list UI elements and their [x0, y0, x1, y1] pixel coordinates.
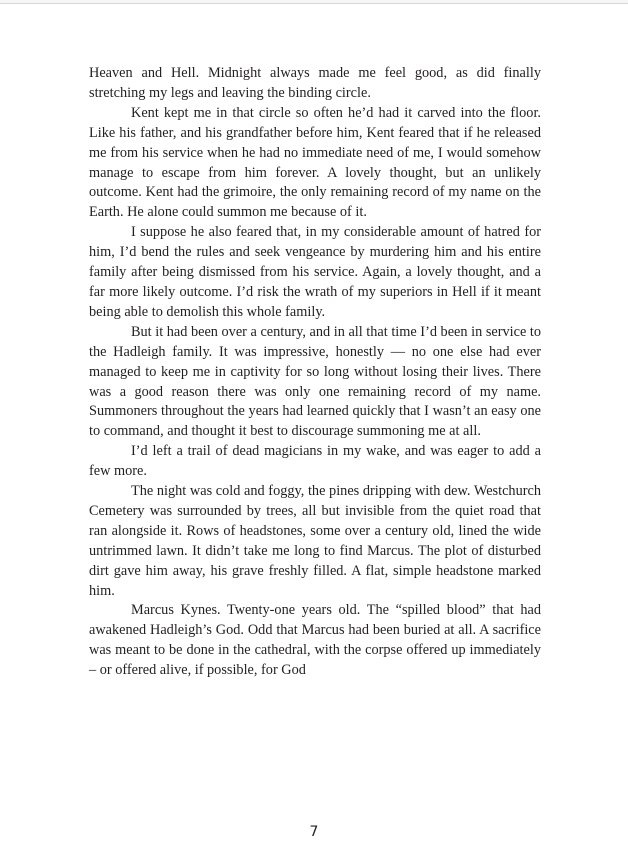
paragraph: Marcus Kynes. Twenty-one years old. The “spilled blood” that had awakened Hadleigh’s God. Odd that Marcus had been buried at all. A sacrifice was meant to be done in the cathedral, with the corpse offered up immediately – or offered alive, if possible, for God [89, 602, 541, 679]
page-number: 7 [309, 824, 319, 840]
paragraph: Heaven and Hell. Midnight always made me feel good, as did finally stretching my legs and leaving the binding circle. [89, 65, 541, 101]
page-top-edge [0, 0, 628, 4]
paragraph: The night was cold and foggy, the pines dripping with dew. Westchurch Cemetery was surrounded by trees, all but invisible from the quiet road that ran alongside it. Rows of headstones, some over a century old, lined the wide untrimmed lawn. It didn’t take me long to find Marcus. The plot of disturbed dirt gave him away, his grave freshly filled. A flat, simple headstone marked him. [89, 483, 541, 599]
paragraph: I suppose he also feared that, in my considerable amount of hatred for him, I’d bend the rules and seek vengeance by murdering him and his entire family after being dismissed from his service. Again, a lovely thought, and a far more likely outcome. I’d risk the wrath of my superiors in Hell if it meant being able to demolish this whole family. [89, 224, 541, 320]
body-text [89, 64, 541, 681]
paragraph: Kent kept me in that circle so often he’d had it carved into the floor. Like his father, and his grandfather before him, Kent feared that if he released me from his service when he had no immediate need of me, I would somehow manage to escape from him forever. A lovely thought, but an unlikely outcome. Kent had the grimoire, the only remaining record of my name on the Earth. He alone could summon me because of it. [89, 104, 541, 221]
paragraph: But it had been over a century, and in all that time I’d been in service to the Hadleigh family. It was impressive, honestly — no one else had ever managed to keep me in captivity for so long without losing their lives. There was a good reason there was only one remaining record of my name. Summoners throughout the years had learned quickly that I wasn’t an easy one to command, and thought it best to discourage summoning me at all. [89, 323, 541, 440]
paragraph: I’d left a trail of dead magicians in my wake, and was eager to add a few more. [89, 443, 541, 480]
